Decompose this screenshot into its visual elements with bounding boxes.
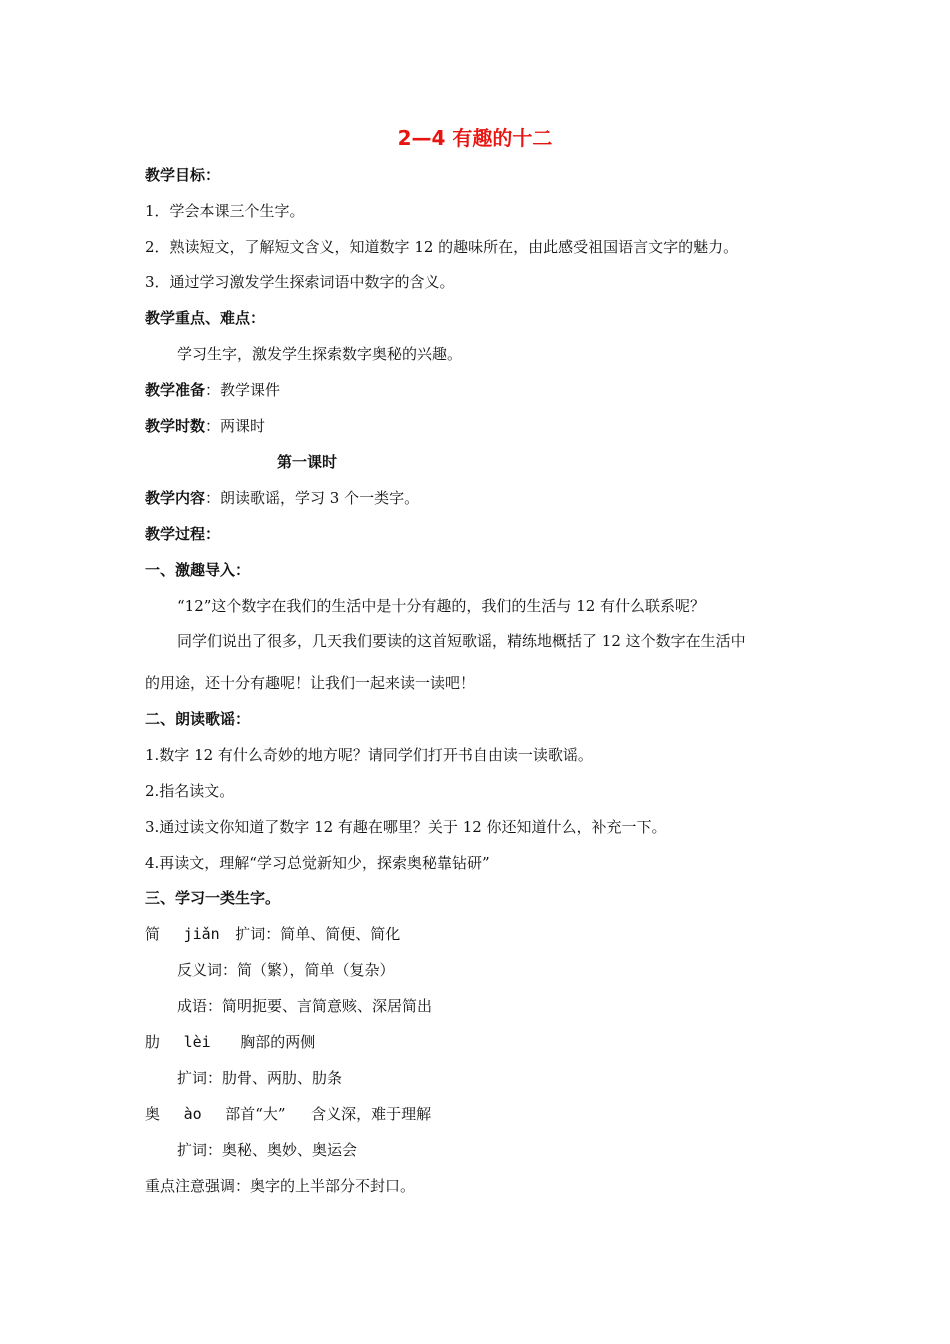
content-line [145, 487, 419, 509]
paragraph: “12”这个数字在我们的生活中是十分有趣的，我们的生活与 12 有什么联系呢？ [177, 597, 706, 615]
char-pinyin: ào [183, 1105, 202, 1123]
section-heading: 一、激趣导入： [145, 561, 251, 579]
goal-item: 1．学会本课三个生字。 [145, 202, 305, 220]
goal-item: 2．熟读短文，了解短文含义，知道数字 12 的趣味所在，由此感受祖国语言文字的魅力。 [145, 238, 739, 256]
char-words: 扩词：奥秘、奥妙、奥运会 [177, 1141, 358, 1159]
goals-heading: 教学目标： [145, 166, 221, 184]
list-item: 3.通过读文你知道了数字 12 有趣在哪里？关于 12 你还知道什么，补充一下。 [145, 818, 667, 836]
section-heading: 二、朗读歌谣： [145, 710, 251, 728]
char-pinyin: lèi [183, 1033, 211, 1051]
char-words: 扩词：简单、简便、简化 [235, 925, 401, 943]
lesson-heading: 第一课时 [277, 453, 338, 471]
char-pinyin: jiǎn [183, 925, 220, 943]
key-heading: 教学重点、难点： [145, 309, 266, 327]
char-meaning: 胸部的两侧 [240, 1033, 316, 1051]
char-entry [145, 1103, 431, 1125]
prep-value: ：教学课件 [205, 381, 281, 399]
char-glyph: 肋 [145, 1033, 161, 1051]
char-glyph: 简 [145, 925, 161, 943]
document-title: 2—4 有趣的十二 [397, 126, 553, 150]
char-antonym: 反义词：简（繁），简单（复杂） [177, 961, 395, 979]
key-text: 学习生字，激发学生探索数字奥秘的兴趣。 [177, 345, 463, 363]
section-heading: 三、学习一类生字。 [145, 889, 281, 907]
content-label: 教学内容 [145, 489, 206, 507]
hours-label: 教学时数 [145, 417, 206, 435]
char-entry [145, 1031, 315, 1053]
prep-line [145, 379, 280, 401]
hours-value: ：两课时 [205, 417, 266, 435]
goal-item: 3．通过学习激发学生探索词语中数字的含义。 [145, 273, 455, 291]
note: 重点注意强调：奥字的上半部分不封口。 [145, 1177, 416, 1195]
hours-line [145, 415, 265, 437]
prep-label: 教学准备 [145, 381, 206, 399]
content-value: ：朗读歌谣，学习 3 个一类字。 [205, 489, 420, 507]
char-glyph: 奥 [145, 1105, 161, 1123]
char-words: 扩词：肋骨、两肋、肋条 [177, 1069, 343, 1087]
char-radical: 部首“大” [225, 1105, 286, 1123]
list-item: 1.数字 12 有什么奇妙的地方呢？请同学们打开书自由读一读歌谣。 [145, 746, 593, 764]
list-item: 2.指名读文。 [145, 782, 235, 800]
char-entry [145, 923, 400, 945]
char-idioms: 成语：简明扼要、言简意赅、深居简出 [177, 997, 433, 1015]
list-item: 4.再读文，理解“学习总觉新知少，探索奥秘靠钻研” [145, 854, 490, 872]
process-heading: 教学过程： [145, 525, 221, 543]
paragraph: 的用途，还十分有趣呢！让我们一起来读一读吧！ [145, 674, 476, 692]
paragraph: 同学们说出了很多，几天我们要读的这首短歌谣，精练地概括了 12 这个数字在生活中 [177, 632, 746, 650]
char-meaning: 含义深，难于理解 [311, 1105, 432, 1123]
